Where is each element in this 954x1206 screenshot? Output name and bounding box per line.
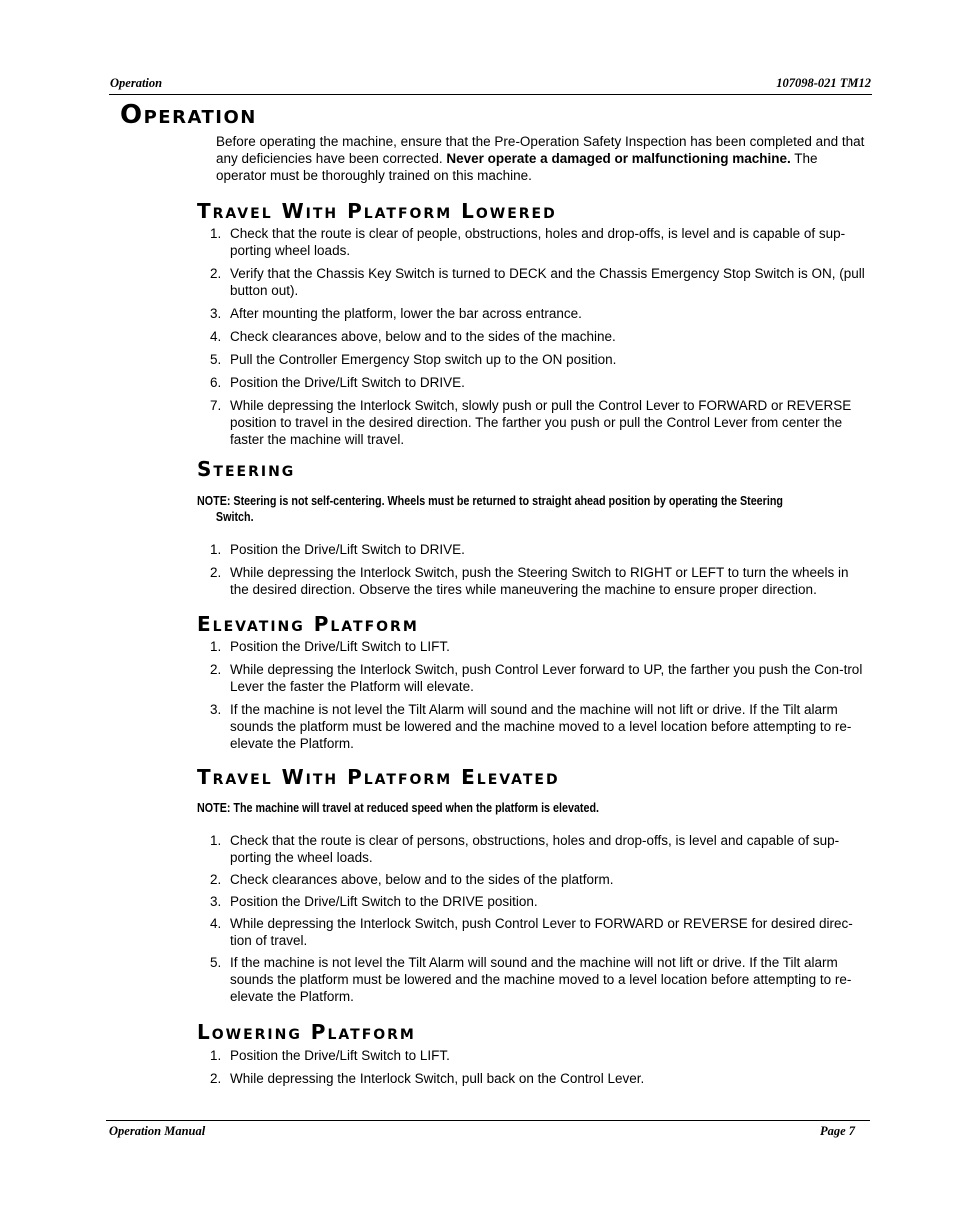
steps-lowering: [205, 1047, 870, 1087]
intro-warning: Never operate a damaged or malfunctioning machine.: [446, 151, 791, 166]
step-number: 1.: [210, 639, 222, 654]
step-number: 1.: [210, 833, 222, 848]
step-number: 3.: [210, 894, 222, 909]
section-heading-elevating: Elevating Platform: [197, 612, 419, 636]
list-item: [205, 541, 870, 558]
intro-text: Before operating the machine, ensure that the Pre-Operation Safety Inspection has been completed and that any deficiencies have been corrected.: [216, 134, 865, 166]
footer-manual-name: Operation Manual: [109, 1124, 206, 1138]
list-item: [205, 661, 870, 695]
list-item: [205, 915, 870, 949]
section-heading-travel-elevated: Travel With Platform Elevated: [197, 765, 560, 789]
step-number: 4.: [210, 916, 222, 931]
steps-steering: [205, 541, 870, 598]
section-heading-travel-lowered: Travel With Platform Lowered: [197, 199, 557, 223]
step-number: 4.: [210, 329, 222, 344]
step-number: 6.: [210, 375, 222, 390]
step-number: 2.: [210, 1071, 222, 1086]
note-line: Switch.: [215, 510, 254, 524]
header-section-name: Operation: [110, 76, 163, 90]
footer-page-number: Page 7: [819, 1124, 855, 1138]
step-number: 5.: [210, 955, 222, 970]
note-line: NOTE: Steering is not self-centering. Wheels must be returned to straight ahead position by operating the Steering: [197, 494, 783, 508]
list-item: [205, 328, 870, 345]
page-title: Operation: [120, 100, 257, 130]
list-item: [205, 701, 870, 752]
step-text: While depressing the Interlock Switch, push the Steering Switch to RIGHT or LEFT to turn the wheels in the desired direction. Observe the tires while maneuvering the machine to ensure proper direction.: [230, 565, 849, 597]
step-text: Position the Drive/Lift Switch to DRIVE.: [230, 375, 465, 390]
list-item: [205, 397, 870, 448]
step-number: 3.: [210, 702, 222, 717]
list-item: [205, 832, 870, 866]
step-text: Pull the Controller Emergency Stop switch up to the ON position.: [230, 352, 617, 367]
step-number: 2.: [210, 872, 222, 887]
step-number: 2.: [210, 565, 222, 580]
running-header: [109, 76, 872, 95]
steps-travel-elevated: [205, 832, 870, 1005]
travel-elevated-note: [197, 800, 864, 816]
step-text: While depressing the Interlock Switch, push Control Lever to FORWARD or REVERSE for desired direc-tion of travel.: [230, 916, 853, 948]
list-item: [205, 305, 870, 322]
step-number: 1.: [210, 542, 222, 557]
step-text: If the machine is not level the Tilt Alarm will sound and the machine will not lift or drive. If the Tilt alarm sounds the platform must be lowered and the machine moved to a level location before attempting to re-elevate the Platform.: [230, 955, 852, 1004]
step-number: 1.: [210, 226, 222, 241]
list-item: [205, 1047, 870, 1064]
intro-text-end: The operator must be thoroughly trained on this machine.: [216, 151, 818, 183]
section-heading-lowering: Lowering Platform: [197, 1020, 416, 1044]
step-text: While depressing the Interlock Switch, slowly push or pull the Control Lever to FORWARD or REVERSE position to travel in the desired direction. The farther you push or pull the Control Lever from center the faster the machine will travel.: [230, 398, 852, 447]
step-number: 2.: [210, 266, 222, 281]
list-item: [205, 954, 870, 1005]
list-item: [205, 1070, 870, 1087]
intro-paragraph: [216, 133, 866, 184]
list-item: [205, 871, 870, 888]
step-text: Position the Drive/Lift Switch to the DRIVE position.: [230, 894, 538, 909]
step-text: If the machine is not level the Tilt Alarm will sound and the machine will not lift or drive. If the Tilt alarm sounds the platform must be lowered and the machine moved to a level location before attempting to re-elevate the Platform.: [230, 702, 852, 751]
step-text: Check that the route is clear of people, obstructions, holes and drop-offs, is level and is capable of sup-porting wheel loads.: [230, 226, 846, 258]
step-number: 1.: [210, 1048, 222, 1063]
step-text: Position the Drive/Lift Switch to LIFT.: [230, 639, 450, 654]
step-text: While depressing the Interlock Switch, pull back on the Control Lever.: [230, 1071, 645, 1086]
step-text: Check that the route is clear of persons, obstructions, holes and drop-offs, is level and capable of sup-porting the wheel loads.: [230, 833, 840, 865]
step-text: While depressing the Interlock Switch, push Control Lever forward to UP, the farther you push the Con-trol Lever the faster the Platform will elevate.: [230, 662, 863, 694]
header-document-number: 107098-021 TM12: [776, 76, 871, 90]
step-number: 7.: [210, 398, 222, 413]
step-number: 3.: [210, 306, 222, 321]
steps-elevating: [205, 638, 870, 752]
steps-travel-lowered: [205, 225, 870, 448]
list-item: [205, 893, 870, 910]
list-item: [205, 564, 870, 598]
step-text: Position the Drive/Lift Switch to DRIVE.: [230, 542, 465, 557]
step-number: 5.: [210, 352, 222, 367]
step-text: Verify that the Chassis Key Switch is turned to DECK and the Chassis Emergency Stop Switch is ON, (pull button out).: [230, 266, 865, 298]
step-number: 2.: [210, 662, 222, 677]
running-footer: [106, 1120, 870, 1143]
note-line: NOTE: The machine will travel at reduced speed when the platform is elevated.: [197, 801, 600, 815]
list-item: [205, 265, 870, 299]
steering-note: [197, 493, 864, 525]
step-text: Check clearances above, below and to the sides of the platform.: [230, 872, 614, 887]
list-item: [205, 638, 870, 655]
step-text: Check clearances above, below and to the sides of the machine.: [230, 329, 616, 344]
section-heading-steering: Steering: [197, 457, 296, 481]
list-item: [205, 374, 870, 391]
list-item: [205, 351, 870, 368]
step-text: Position the Drive/Lift Switch to LIFT.: [230, 1048, 450, 1063]
step-text: After mounting the platform, lower the bar across entrance.: [230, 306, 582, 321]
list-item: [205, 225, 870, 259]
